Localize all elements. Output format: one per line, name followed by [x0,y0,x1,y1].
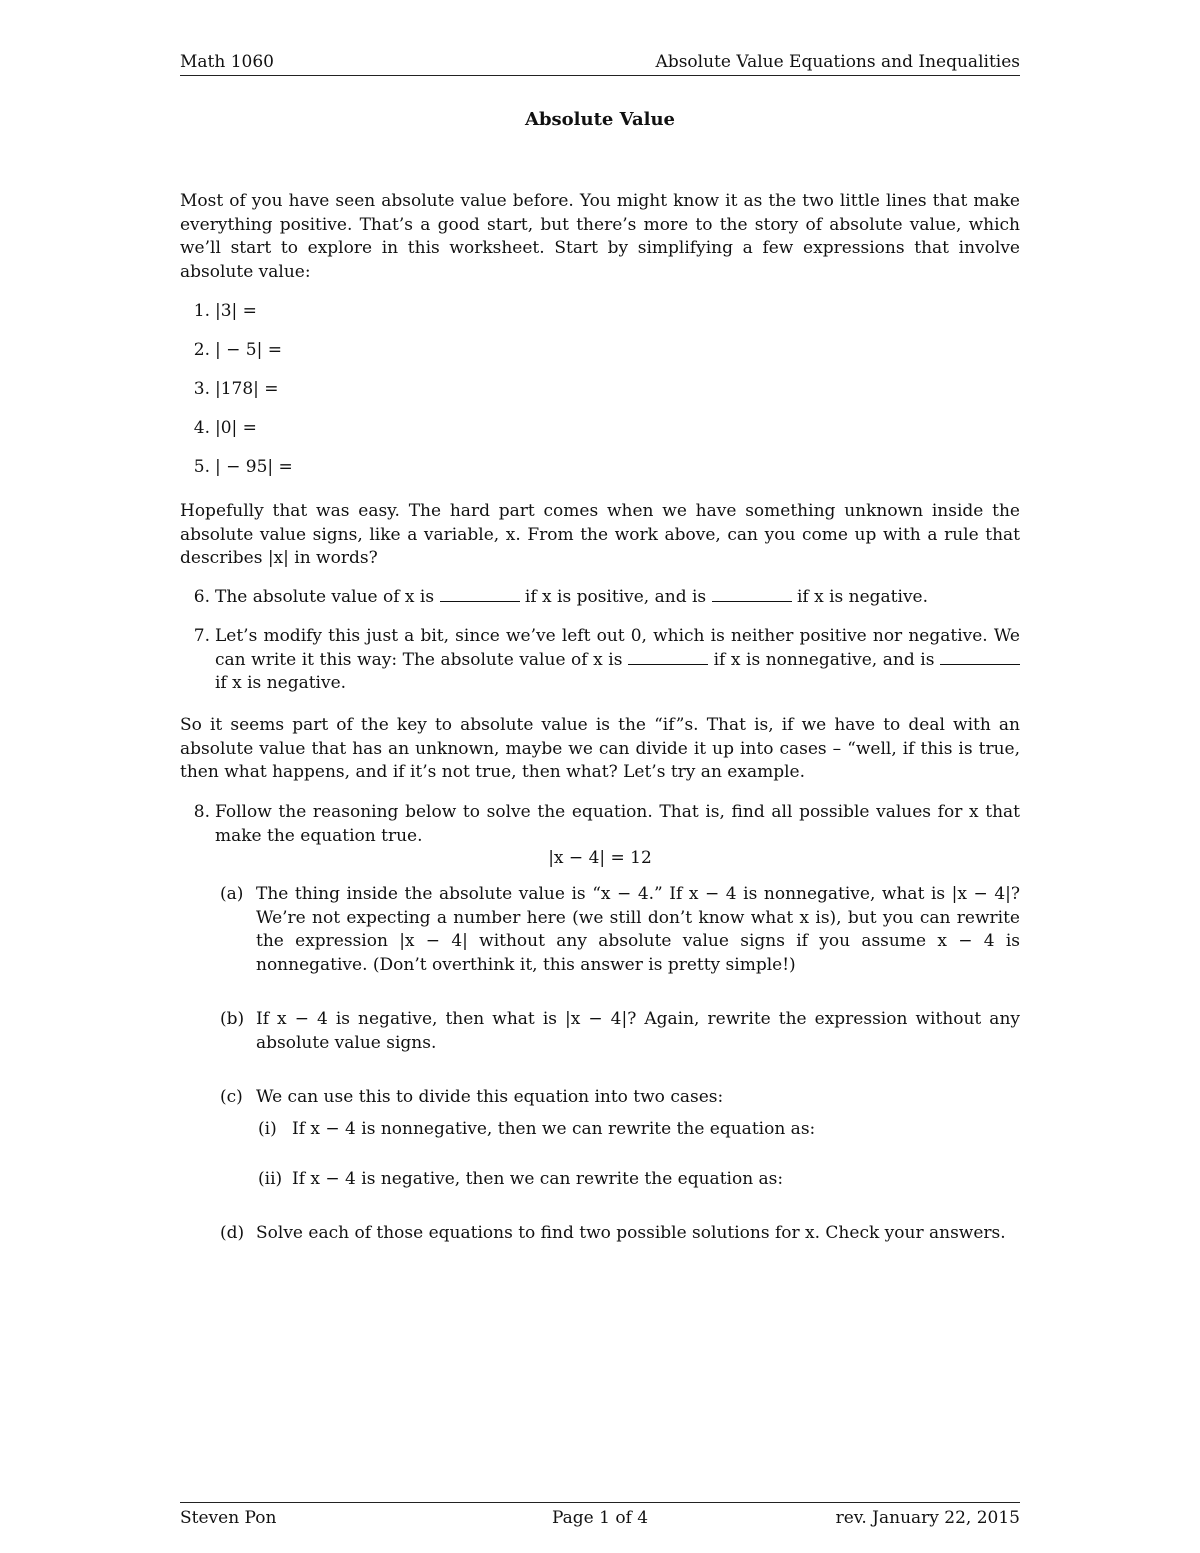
answer-blank[interactable] [940,650,1020,665]
subpart-text: The thing inside the absolute value is “x − 4.” If x − 4 is nonnegative, what is |x − 4|? We’re not expecting a number here (we still don’t know what x is), but you can rewrite the expression |x − 4| without any absolute value signs if you assume x − 4 is nonnegative. (Don’t overthink it, this answer is pretty simple!) [256,884,1020,975]
page-title: Absolute Value [524,109,675,130]
intro-paragraph: Most of you have seen absolute value before. You might know it as the two little lines that make everything positive. That’s a good start, but there’s more to the story of absolute value, which we’ll start to explore in this worksheet. Start by simplifying a few expressions that involve absolute value: [180,191,1020,282]
paragraph-unknown: Hopefully that was easy. The hard part comes when we have something unknown inside the absolute value signs, like a variable, x. From the work above, can you come up with a rule that describes |x| in words? [180,501,1020,568]
subpart-c [220,1086,1020,1110]
header-rule [180,75,1020,76]
subpart-text: If x − 4 is negative, then we can rewrite the equation as: [292,1169,784,1189]
item-text: | − 95| = [215,457,293,477]
item6-part2: if x is positive, and is [524,587,707,607]
subpart-text: If x − 4 is nonnegative, then we can rewrite the equation as: [292,1119,816,1139]
item7-part2: if x is nonnegative, and is [713,649,935,670]
paragraph-cases: So it seems part of the key to absolute value is the “if”s. That is, if we have to deal with an absolute value that has an unknown, maybe we can divide it up into cases – “well, if this is true, then what happens, and if it’s not true, then what? Let’s try an example. [180,715,1020,782]
list-item [180,625,1020,696]
item-text: |178| = [215,379,279,399]
item-number: 5. [193,457,210,477]
subpart-label: (a) [220,884,244,904]
subpart-c-i [258,1118,1018,1142]
item-text: Follow the reasoning below to solve the equation. That is, find all possible values for x that make the equation true. [215,802,1020,846]
list-item [180,586,1020,610]
item7-part3: if x is negative. [215,673,347,693]
item-text [215,625,1020,696]
item-text: |3| = [215,301,257,321]
item-text: |0| = [215,418,257,438]
footer-rule [180,1502,1020,1503]
list-item [180,456,1020,480]
subpart-a [220,883,1020,977]
subpart-label: (b) [220,1009,245,1029]
header-topic: Absolute Value Equations and Inequalities [655,52,1020,72]
item-text [215,586,1020,610]
subpart-label: (i) [258,1119,277,1139]
subpart-label: (ii) [258,1169,283,1189]
subpart-label: (d) [220,1223,245,1243]
answer-blank[interactable] [712,587,792,602]
item6-part3: if x is negative. [796,587,929,607]
item-number: 2. [193,340,210,360]
equation: |x − 4| = 12 [548,848,652,868]
list-item [180,378,1020,402]
header-course: Math 1060 [180,52,274,72]
subpart-b [220,1008,1020,1055]
footer-revision-date: rev. January 22, 2015 [835,1508,1020,1528]
footer-author: Steven Pon [180,1508,277,1528]
item-number: 6. [193,587,210,607]
item-number: 4. [193,418,210,438]
subpart-label: (c) [220,1087,243,1107]
item6-part1: The absolute value of x is [215,587,435,607]
item-number: 3. [193,379,210,399]
list-item [180,417,1020,441]
item7-part1: Let’s modify this just a bit, since we’ve left out 0, which is neither positive nor negative. We can write it this way: The absolute value of x is [215,626,1020,670]
subpart-c-ii [258,1168,1018,1192]
subpart-text: If x − 4 is negative, then what is |x − 4|? Again, rewrite the expression without any absolute value signs. [256,1009,1020,1053]
footer-page-number: Page 1 of 4 [551,1508,649,1528]
subpart-text: We can use this to divide this equation into two cases: [256,1087,724,1107]
item-number: 7. [193,626,210,646]
list-item [180,801,1020,848]
answer-blank[interactable] [440,587,520,602]
subpart-d [220,1222,1020,1246]
item-number: 8. [193,802,210,822]
item-text: | − 5| = [215,340,282,360]
list-item [180,339,1020,363]
answer-blank[interactable] [628,650,708,665]
subpart-text: Solve each of those equations to find two possible solutions for x. Check your answers. [256,1223,1006,1243]
list-item [180,300,1020,324]
item-number: 1. [193,301,210,321]
